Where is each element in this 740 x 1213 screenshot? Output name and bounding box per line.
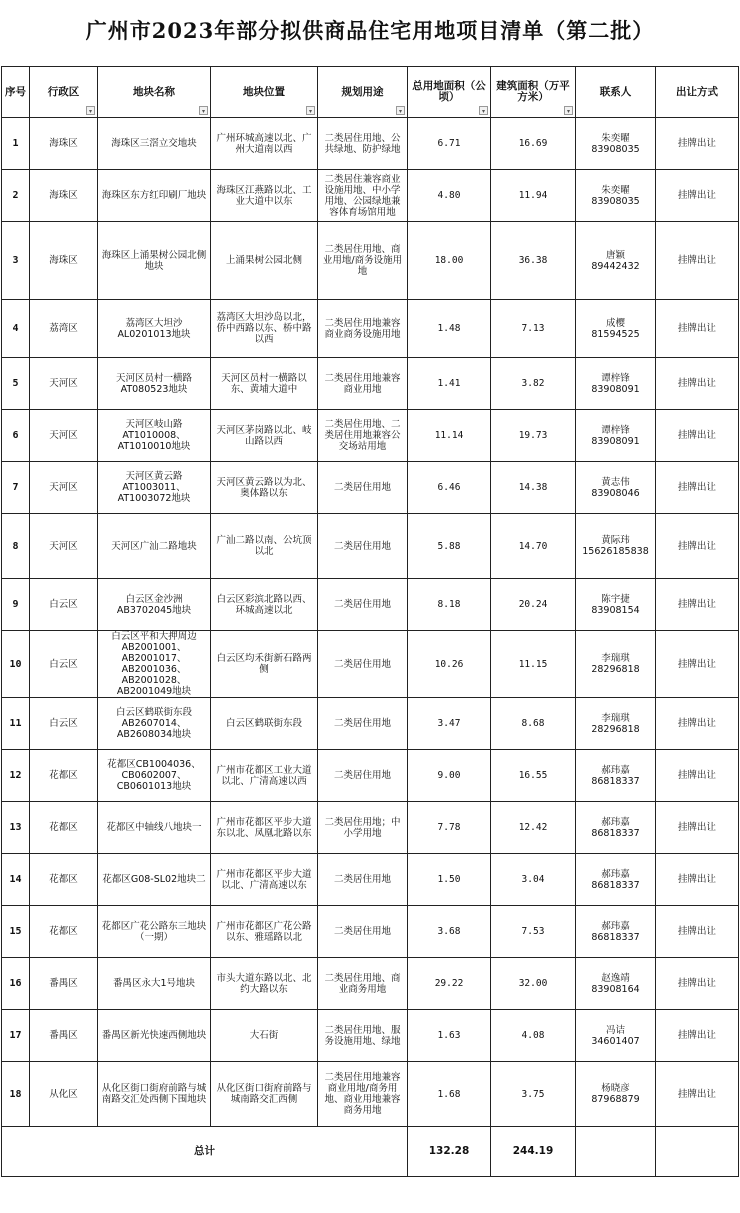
planned-use-cell: 二类居住用地	[318, 906, 408, 958]
parcel-name-cell: 天河区广汕二路地块	[98, 514, 211, 579]
contact-phone: 83908046	[591, 487, 640, 499]
district-cell: 天河区	[30, 358, 98, 410]
method-cell: 挂牌出让	[656, 170, 739, 222]
area-cell: 4.80	[408, 170, 491, 222]
parcel-name-cell: 白云区金沙洲AB3702045地块	[98, 579, 211, 631]
contact-phone: 34601407	[591, 1035, 640, 1047]
area-cell: 1.48	[408, 300, 491, 358]
page-title: 广州市2023年部分拟供商品住宅用地项目清单（第二批）	[85, 18, 655, 43]
filter-dropdown-icon[interactable]: ▾	[306, 106, 315, 115]
planned-use-cell: 二类居住用地兼容商业用地	[318, 358, 408, 410]
table-row	[2, 958, 739, 1010]
filter-dropdown-icon[interactable]: ▾	[199, 106, 208, 115]
planned-use-cell: 二类居住用地、商业用地/商务设施用地	[318, 222, 408, 300]
area-cell: 3.47	[408, 698, 491, 750]
contact-name: 郝玮嘉	[601, 816, 630, 828]
district-cell: 花都区	[30, 906, 98, 958]
col-header-location[interactable]: 地块位置 ▾	[211, 67, 318, 118]
contact-cell	[576, 222, 656, 300]
col-header-name[interactable]: 地块名称 ▾	[98, 67, 211, 118]
row-number: 9	[2, 579, 30, 631]
col-header-use[interactable]: 规划用途 ▾	[318, 67, 408, 118]
contact-name: 黄志伟	[601, 476, 630, 488]
planned-use-cell: 二类居住用地	[318, 462, 408, 514]
contact-phone: 28296818	[591, 664, 640, 675]
contact-name: 杨晓彦	[601, 1083, 630, 1094]
parcel-name-cell: 荔湾区大坦沙AL0201013地块	[98, 300, 211, 358]
area-cell: 6.46	[408, 462, 491, 514]
area-cell: 11.14	[408, 410, 491, 462]
table-row	[2, 750, 739, 802]
contact-cell	[576, 1010, 656, 1062]
method-cell: 挂牌出让	[656, 462, 739, 514]
district-cell: 天河区	[30, 514, 98, 579]
contact-cell	[576, 358, 656, 410]
gfa-cell: 3.82	[491, 358, 576, 410]
row-number: 15	[2, 906, 30, 958]
table-row	[2, 300, 739, 358]
method-cell: 挂牌出让	[656, 300, 739, 358]
location-cell: 海珠区江燕路以北、工业大道中以东	[211, 170, 318, 222]
district-cell: 海珠区	[30, 222, 98, 300]
contact-name: 冯诘	[605, 1024, 625, 1036]
contact-phone: 83908035	[591, 195, 640, 207]
planned-use-cell: 二类居住用地	[318, 698, 408, 750]
row-number: 12	[2, 750, 30, 802]
row-number: 2	[2, 170, 30, 222]
contact-name: 陈宇捷	[601, 593, 630, 605]
table-row	[2, 906, 739, 958]
row-number: 18	[2, 1062, 30, 1127]
row-number: 11	[2, 698, 30, 750]
contact-cell	[576, 854, 656, 906]
gfa-cell: 11.94	[491, 170, 576, 222]
contact-cell	[576, 631, 656, 698]
planned-use-cell: 二类居住用地兼容商业用地/商务用地、商业用地兼容商务用地	[318, 1062, 408, 1127]
gfa-cell: 7.13	[491, 300, 576, 358]
area-cell: 8.18	[408, 579, 491, 631]
contact-cell	[576, 906, 656, 958]
contact-cell	[576, 462, 656, 514]
table-row	[2, 1010, 739, 1062]
district-cell: 海珠区	[30, 170, 98, 222]
table-row	[2, 631, 739, 698]
planned-use-cell: 二类居住用地兼容商业商务设施用地	[318, 300, 408, 358]
area-cell: 1.50	[408, 854, 491, 906]
parcel-name-cell: 天河区岐山路AT1010008、AT1010010地块	[98, 410, 211, 462]
land-list-table	[1, 66, 739, 1177]
district-cell: 花都区	[30, 854, 98, 906]
table-row	[2, 802, 739, 854]
contact-cell	[576, 170, 656, 222]
contact-phone: 87968879	[591, 1094, 640, 1105]
row-number: 5	[2, 358, 30, 410]
contact-cell	[576, 698, 656, 750]
parcel-name-cell: 白云区平和大押周边AB2001001、AB2001017、AB2001036、AB2001028、AB2001049地块	[98, 631, 211, 698]
location-cell: 广州市花都区平步大道东以北、凤凰北路以东	[211, 802, 318, 854]
contact-name: 赵逸靖	[601, 972, 630, 984]
contact-cell	[576, 514, 656, 579]
area-cell: 6.71	[408, 118, 491, 170]
method-cell: 挂牌出让	[656, 1062, 739, 1127]
total-label: 总计	[2, 1127, 408, 1177]
col-header-contact[interactable]: 联系人	[576, 67, 656, 118]
location-cell: 广州环城高速以北、广州大道南以西	[211, 118, 318, 170]
row-number: 13	[2, 802, 30, 854]
planned-use-cell: 二类居住用地、商业商务用地	[318, 958, 408, 1010]
gfa-cell: 14.38	[491, 462, 576, 514]
parcel-name-cell: 番禺区新光快速西侧地块	[98, 1010, 211, 1062]
contact-name: 谭梓锋	[601, 372, 630, 384]
gfa-cell: 36.38	[491, 222, 576, 300]
filter-dropdown-icon[interactable]: ▾	[479, 106, 488, 115]
method-cell: 挂牌出让	[656, 750, 739, 802]
district-cell: 天河区	[30, 410, 98, 462]
table-row	[2, 579, 739, 631]
contact-phone: 83908035	[591, 143, 640, 155]
contact-phone: 89442432	[591, 260, 640, 272]
parcel-name-cell: 白云区鹤联街东段AB2607014、AB2608034地块	[98, 698, 211, 750]
table-row	[2, 222, 739, 300]
contact-phone: 83908091	[591, 383, 640, 395]
contact-name: 郝玮嘉	[601, 920, 630, 932]
contact-phone: 83908154	[591, 604, 640, 616]
contact-phone: 15626185838	[582, 546, 649, 557]
parcel-name-cell: 海珠区上涌果树公园北侧地块	[98, 222, 211, 300]
planned-use-cell: 二类居住用地	[318, 579, 408, 631]
contact-phone: 86818337	[591, 931, 640, 943]
contact-cell	[576, 1062, 656, 1127]
col-header-no[interactable]: 序号	[2, 67, 30, 118]
contact-name: 黄际玮	[601, 535, 630, 546]
method-cell: 挂牌出让	[656, 514, 739, 579]
location-cell: 白云区彩滨北路以西、环城高速以北	[211, 579, 318, 631]
table-row	[2, 118, 739, 170]
area-cell: 18.00	[408, 222, 491, 300]
header-row	[2, 67, 739, 118]
row-number: 16	[2, 958, 30, 1010]
district-cell: 花都区	[30, 750, 98, 802]
method-cell: 挂牌出让	[656, 118, 739, 170]
table-row	[2, 698, 739, 750]
area-cell: 3.68	[408, 906, 491, 958]
table-row	[2, 410, 739, 462]
gfa-cell: 16.55	[491, 750, 576, 802]
contact-name: 朱奕曜	[601, 184, 630, 196]
planned-use-cell: 二类居住用地	[318, 514, 408, 579]
method-cell: 挂牌出让	[656, 1010, 739, 1062]
contact-name: 唐颖	[605, 249, 625, 261]
contact-cell	[576, 958, 656, 1010]
gfa-cell: 32.00	[491, 958, 576, 1010]
gfa-cell: 4.08	[491, 1010, 576, 1062]
total-gfa: 244.19	[491, 1127, 576, 1177]
location-cell: 市头大道东路以北、北约大路以东	[211, 958, 318, 1010]
total-empty-cell	[576, 1127, 656, 1177]
parcel-name-cell: 天河区黄云路AT1003011、AT1003072地块	[98, 462, 211, 514]
method-cell: 挂牌出让	[656, 906, 739, 958]
contact-phone: 81594525	[591, 328, 640, 340]
planned-use-cell: 二类居住用地	[318, 750, 408, 802]
col-header-area[interactable]: 总用地面积（公顷） ▾	[408, 67, 491, 118]
method-cell: 挂牌出让	[656, 579, 739, 631]
contact-phone: 28296818	[591, 723, 640, 735]
parcel-name-cell: 海珠区东方红印刷厂地块	[98, 170, 211, 222]
total-row	[2, 1127, 739, 1177]
row-number: 6	[2, 410, 30, 462]
table-row	[2, 462, 739, 514]
table-row	[2, 854, 739, 906]
contact-name: 朱奕曜	[601, 132, 630, 144]
planned-use-cell: 二类居住用地；中小学用地	[318, 802, 408, 854]
row-number: 1	[2, 118, 30, 170]
contact-name: 谭梓锋	[601, 424, 630, 436]
planned-use-cell: 二类居住用地	[318, 631, 408, 698]
table-row	[2, 514, 739, 579]
gfa-cell: 11.15	[491, 631, 576, 698]
parcel-name-cell: 番禺区永大1号地块	[98, 958, 211, 1010]
filter-dropdown-icon[interactable]: ▾	[564, 106, 573, 115]
method-cell: 挂牌出让	[656, 698, 739, 750]
total-area: 132.28	[408, 1127, 491, 1177]
area-cell: 1.63	[408, 1010, 491, 1062]
district-cell: 番禺区	[30, 958, 98, 1010]
method-cell: 挂牌出让	[656, 854, 739, 906]
method-cell: 挂牌出让	[656, 222, 739, 300]
contact-cell	[576, 802, 656, 854]
area-cell: 5.88	[408, 514, 491, 579]
planned-use-cell: 二类居住用地、公共绿地、防护绿地	[318, 118, 408, 170]
method-cell: 挂牌出让	[656, 631, 739, 698]
area-cell: 1.68	[408, 1062, 491, 1127]
total-empty-cell	[656, 1127, 739, 1177]
location-cell: 天河区黄云路以为北、奥体路以东	[211, 462, 318, 514]
contact-cell	[576, 300, 656, 358]
table-row	[2, 1062, 739, 1127]
location-cell: 荔湾区大坦沙岛以北，侨中西路以东、桥中路以西	[211, 300, 318, 358]
contact-phone: 86818337	[591, 775, 640, 787]
parcel-name-cell: 天河区员村一横路AT080523地块	[98, 358, 211, 410]
contact-name: 郝玮嘉	[601, 764, 630, 776]
contact-phone: 86818337	[591, 879, 640, 891]
method-cell: 挂牌出让	[656, 802, 739, 854]
row-number: 3	[2, 222, 30, 300]
contact-phone: 86818337	[591, 827, 640, 839]
contact-cell	[576, 750, 656, 802]
method-cell: 挂牌出让	[656, 358, 739, 410]
parcel-name-cell: 海珠区三滘立交地块	[98, 118, 211, 170]
gfa-cell: 20.24	[491, 579, 576, 631]
location-cell: 天河区茅岗路以北、岐山路以西	[211, 410, 318, 462]
contact-name: 李瑞琪	[601, 712, 630, 724]
col-header-method[interactable]: 出让方式	[656, 67, 739, 118]
parcel-name-cell: 花都区广花公路东三地块（一期）	[98, 906, 211, 958]
contact-phone: 83908164	[591, 983, 640, 995]
row-number: 7	[2, 462, 30, 514]
parcel-name-cell: 从化区街口街府前路与城南路交汇处西侧下围地块	[98, 1062, 211, 1127]
area-cell: 1.41	[408, 358, 491, 410]
location-cell: 白云区均禾街新石路两侧	[211, 631, 318, 698]
row-number: 8	[2, 514, 30, 579]
method-cell: 挂牌出让	[656, 410, 739, 462]
col-header-gfa[interactable]: 建筑面积（万平方米） ▾	[491, 67, 576, 118]
district-cell: 白云区	[30, 698, 98, 750]
location-cell: 广州市花都区工业大道以北、广清高速以西	[211, 750, 318, 802]
table-row	[2, 170, 739, 222]
location-cell: 大石街	[211, 1010, 318, 1062]
contact-name: 李瑞琪	[601, 653, 630, 664]
contact-name: 成樱	[605, 317, 625, 329]
row-number: 10	[2, 631, 30, 698]
filter-dropdown-icon[interactable]: ▾	[86, 106, 95, 115]
location-cell: 广州市花都区平步大道以北、广清高速以东	[211, 854, 318, 906]
row-number: 17	[2, 1010, 30, 1062]
row-number: 14	[2, 854, 30, 906]
gfa-cell: 16.69	[491, 118, 576, 170]
contact-cell	[576, 410, 656, 462]
contact-phone: 83908091	[591, 435, 640, 447]
area-cell: 7.78	[408, 802, 491, 854]
district-cell: 花都区	[30, 802, 98, 854]
planned-use-cell: 二类居住兼容商业设施用地、中小学用地、公园绿地兼容体育场馆用地	[318, 170, 408, 222]
area-cell: 10.26	[408, 631, 491, 698]
district-cell: 天河区	[30, 462, 98, 514]
gfa-cell: 12.42	[491, 802, 576, 854]
location-cell: 上涌果树公园北侧	[211, 222, 318, 300]
filter-dropdown-icon[interactable]: ▾	[396, 106, 405, 115]
location-cell: 天河区员村一横路以东、黄埔大道中	[211, 358, 318, 410]
gfa-cell: 8.68	[491, 698, 576, 750]
planned-use-cell: 二类居住用地、二类居住用地兼容公交场站用地	[318, 410, 408, 462]
contact-cell	[576, 579, 656, 631]
method-cell: 挂牌出让	[656, 958, 739, 1010]
parcel-name-cell: 花都区CB1004036、CB0602007、CB0601013地块	[98, 750, 211, 802]
district-cell: 荔湾区	[30, 300, 98, 358]
area-cell: 9.00	[408, 750, 491, 802]
table-row	[2, 358, 739, 410]
district-cell: 白云区	[30, 631, 98, 698]
parcel-name-cell: 花都区G08-SL02地块二	[98, 854, 211, 906]
planned-use-cell: 二类居住用地	[318, 854, 408, 906]
location-cell: 广州市花都区广花公路以东、雅瑶路以北	[211, 906, 318, 958]
row-number: 4	[2, 300, 30, 358]
gfa-cell: 19.73	[491, 410, 576, 462]
district-cell: 白云区	[30, 579, 98, 631]
district-cell: 番禺区	[30, 1010, 98, 1062]
gfa-cell: 3.75	[491, 1062, 576, 1127]
parcel-name-cell: 花都区中轴线八地块一	[98, 802, 211, 854]
location-cell: 广汕二路以南、公坑顶以北	[211, 514, 318, 579]
area-cell: 29.22	[408, 958, 491, 1010]
gfa-cell: 3.04	[491, 854, 576, 906]
district-cell: 海珠区	[30, 118, 98, 170]
location-cell: 从化区街口街府前路与城南路交汇西侧	[211, 1062, 318, 1127]
planned-use-cell: 二类居住用地、服务设施用地、绿地	[318, 1010, 408, 1062]
location-cell: 白云区鹤联街东段	[211, 698, 318, 750]
col-header-district[interactable]: 行政区 ▾	[30, 67, 98, 118]
gfa-cell: 14.70	[491, 514, 576, 579]
district-cell: 从化区	[30, 1062, 98, 1127]
contact-cell	[576, 118, 656, 170]
gfa-cell: 7.53	[491, 906, 576, 958]
contact-name: 郝玮嘉	[601, 868, 630, 880]
